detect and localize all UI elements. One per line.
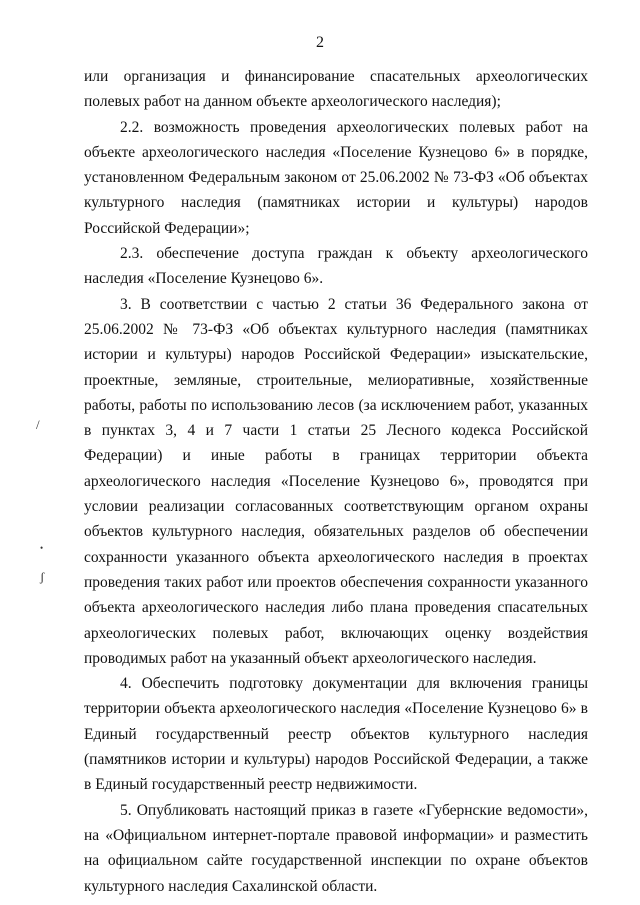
scan-mark-2: •: [40, 543, 44, 553]
paragraph-3: 3. В соответствии с частью 2 статьи 36 Федерального закона от 25.06.2002 № 73-ФЗ «Об объектах культурного наследия (памятниках истории и культуры) народов Российской Федерации» изыскательские, проектные, земляные, строительные, мелиоративные, хозяйственные работы, работы по использованию лесов (за исключением работ, указанных в пунктах 3, 4 и 7 части 1 статьи 25 Лесного кодекса Российской Федерации) и иные работы в границах территории объекта археологического наследия «Поселение Кузнецово 6», проводятся при условии реализации согласованных соответствующим органом охраны объектов культурного наследия, обязательных разделов об обеспечении сохранности указанного объекта археологического наследия в проектах проведения таких работ или проектов обеспечения сохранности указанного объекта археологического наследия либо плана проведения спасательных археологических полевых работ, включающих оценку воздействия проводимых работ на указанный объект археологического наследия.: [84, 295, 588, 667]
document-body: [84, 64, 588, 899]
paragraph-continuation: или организация и финансирование спасательных археологических полевых работ на данном объекте археологического наследия);: [84, 68, 588, 111]
page-number: 2: [316, 34, 324, 51]
paragraph-2-2: 2.2. возможность проведения археологических полевых работ на объекте археологического наследия «Поселение Кузнецово 6» в порядке, установленном Федеральным законом от 25.06.2002 № 73-ФЗ «Об объектах культурного наследия (памятниках истории и культуры) народов Российской Федерации»;: [84, 118, 588, 237]
scan-mark-1: /: [36, 417, 40, 432]
paragraph-5: 5. Опубликовать настоящий приказ в газете «Губернские ведомости», на «Официальном интернет-портале правовой информации» и разместить на официальном сайте государственной инспекции по охране объектов культурного наследия Сахалинской области.: [84, 801, 588, 895]
scan-mark-3: ʃ: [40, 569, 45, 584]
paragraph-2-3: 2.3. обеспечение доступа граждан к объекту археологического наследия «Поселение Кузнецово 6».: [84, 245, 588, 288]
paragraph-4: 4. Обеспечить подготовку документации для включения границы территории объекта археологического наследия «Поселение Кузнецово 6» в Единый государственный реестр объектов культурного наследия (памятников истории и культуры) народов Российской Федерации, а также в Единый государственный реестр недвижимости.: [84, 675, 588, 794]
